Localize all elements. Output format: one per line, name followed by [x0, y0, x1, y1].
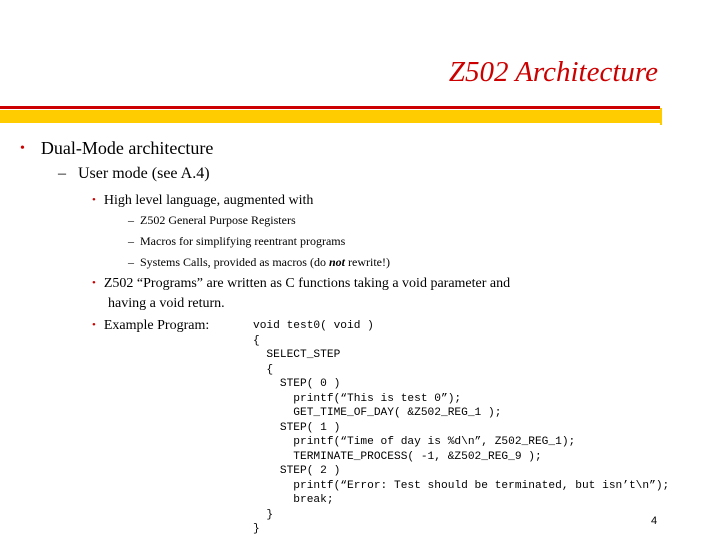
title-rule-yellow: [0, 110, 660, 123]
bullet-icon: •: [20, 141, 25, 156]
code-line: }: [253, 523, 260, 535]
code-line: GET_TIME_OF_DAY( &Z502_REG_1 );: [253, 407, 502, 419]
dash-icon: –: [128, 213, 134, 227]
bullet-icon: •: [92, 194, 96, 206]
code-line: {: [253, 334, 260, 347]
page-number: 4: [651, 515, 658, 527]
code-line: break;: [253, 494, 334, 506]
code-line: printf(“Error: Test should be terminated, but isn’t\n”);: [253, 479, 670, 492]
sub-bullet-system-calls: – Systems Calls, provided as macros (do not rewrite!): [128, 255, 390, 269]
title-rule-end: [660, 108, 662, 125]
slide-title: Z502 Architecture: [448, 56, 658, 88]
bullet-dual-mode: [20, 138, 213, 159]
code-line: STEP( 1 ): [253, 421, 341, 434]
code-line: {: [253, 363, 274, 376]
dash-icon: –: [128, 234, 134, 248]
bullet-text: User mode (see A.4): [78, 165, 210, 182]
bullet-high-level: [92, 193, 313, 209]
bullet-programs: [92, 276, 510, 292]
emphasis-not: not: [328, 255, 345, 269]
code-line: printf(“This is test 0”);: [253, 392, 462, 405]
bullet-icon: •: [92, 319, 96, 331]
sub-bullet-registers: – Z502 General Purpose Registers: [128, 213, 296, 227]
dash-icon: –: [58, 165, 66, 182]
title-rule-red: [0, 106, 660, 109]
code-line: TERMINATE_PROCESS( -1, &Z502_REG_9 );: [253, 450, 542, 463]
code-line: SELECT_STEP: [253, 349, 341, 361]
code-line: printf(“Time of day is %d\n”, Z502_REG_1);: [253, 436, 576, 448]
bullet-text: High level language, augmented with: [103, 193, 314, 208]
bullet-user-mode: [58, 165, 210, 183]
bullet-text: Z502 “Programs” are written as C functions taking a void parameter and: [103, 276, 511, 291]
code-block: [253, 319, 669, 537]
code-line: STEP( 0 ): [253, 378, 341, 390]
code-line: void test0( void ): [253, 320, 374, 332]
bullet-icon: •: [92, 277, 96, 289]
code-line: STEP( 2 ): [253, 465, 341, 477]
bullet-example: [92, 318, 209, 334]
bullet-programs-cont: having a void return.: [108, 296, 225, 311]
bullet-text: Example Program:: [103, 318, 210, 333]
bullet-text: Dual-Mode architecture: [40, 138, 214, 158]
dash-icon: –: [128, 255, 134, 269]
sub-bullet-macros: – Macros for simplifying reentrant programs: [128, 234, 346, 248]
code-line: }: [253, 508, 274, 521]
